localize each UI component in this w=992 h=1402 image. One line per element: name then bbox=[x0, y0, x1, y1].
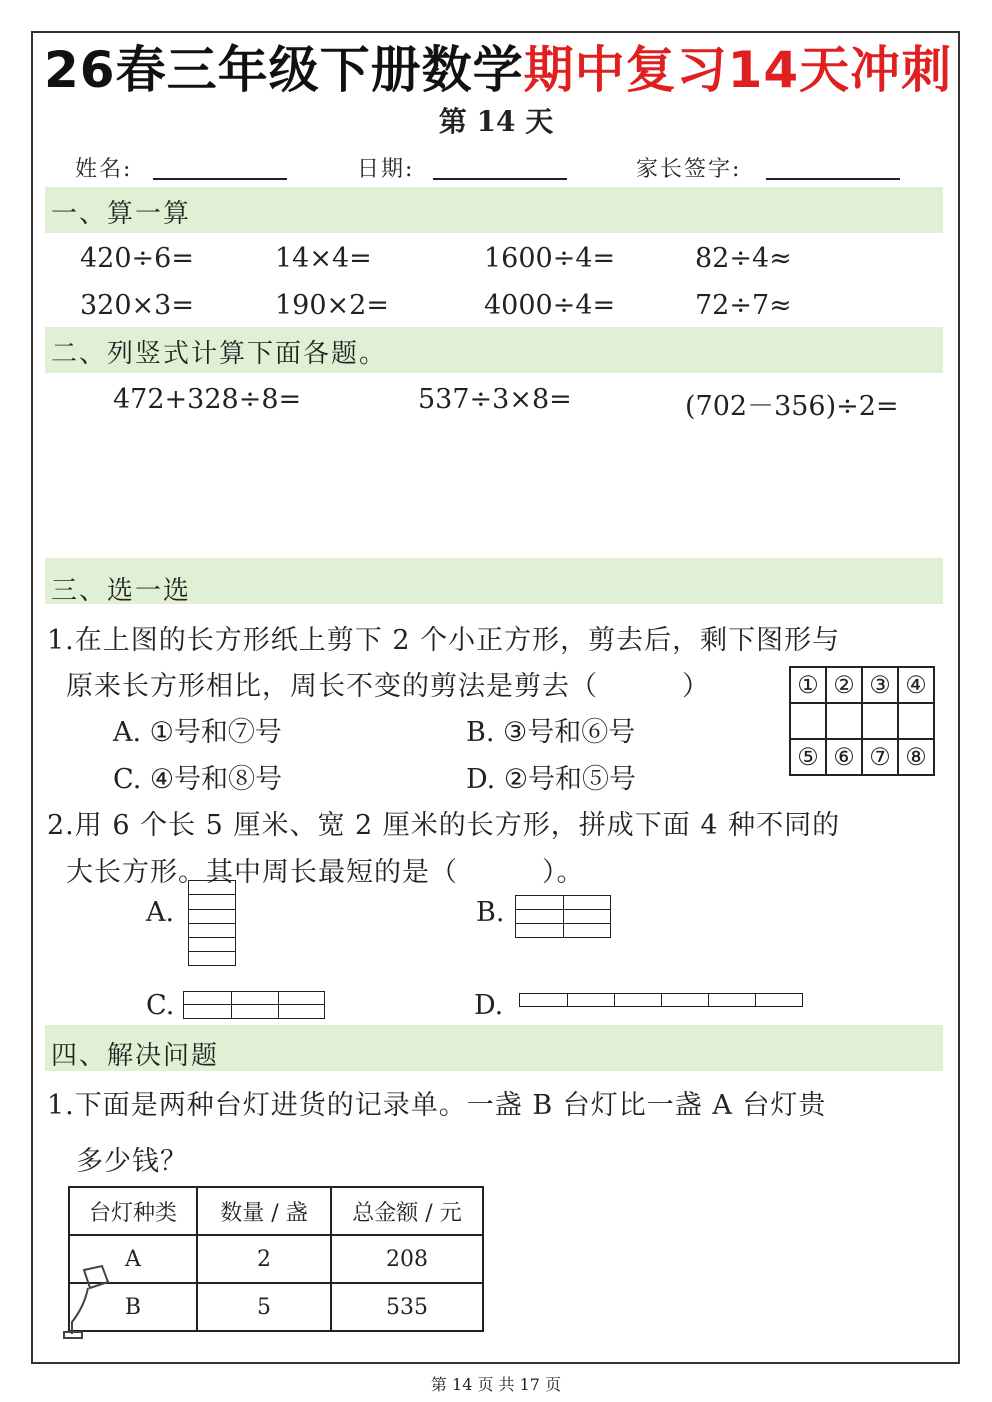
section-heading-band bbox=[45, 327, 943, 373]
option-b[interactable]: B. bbox=[476, 897, 505, 928]
table-cell: 535 bbox=[331, 1283, 483, 1331]
grid-cell: ⑥ bbox=[826, 739, 862, 775]
day-label: 第 14 天 bbox=[438, 105, 554, 138]
option-a[interactable]: A. bbox=[146, 897, 175, 928]
grid-cell bbox=[898, 703, 934, 739]
parent-signature-label: 家长签字: bbox=[636, 157, 742, 182]
section-heading-band bbox=[45, 558, 943, 604]
option-d[interactable]: D. ②号和⑤号 bbox=[466, 764, 637, 795]
table-header-cell: 台灯种类 bbox=[69, 1187, 197, 1235]
table-header-cell: 数量 / 盏 bbox=[197, 1187, 331, 1235]
question-text: 1.下面是两种台灯进货的记录单。一盏 B 台灯比一盏 A 台灯贵 bbox=[47, 1090, 827, 1121]
section-heading-band bbox=[45, 187, 943, 233]
title-highlight: 期中复习14天冲刺 bbox=[523, 41, 953, 99]
question-text: 原来长方形相比，周长不变的剪法是剪去（ ） bbox=[66, 671, 710, 702]
table-row bbox=[69, 1283, 483, 1331]
option-d[interactable]: D. bbox=[474, 990, 504, 1021]
title-main: 26春三年级下册数学 bbox=[44, 41, 524, 99]
section-3-heading: 三、选一选 bbox=[51, 576, 192, 606]
rectangle-figure-d bbox=[519, 993, 803, 1007]
name-blank[interactable] bbox=[153, 178, 287, 180]
section-4-heading: 四、解决问题 bbox=[51, 1041, 220, 1071]
section-1-heading: 一、算一算 bbox=[51, 199, 192, 229]
grid-cell bbox=[790, 703, 826, 739]
calc-item: 14×4= bbox=[275, 243, 372, 274]
question-text: 多少钱？ bbox=[76, 1146, 188, 1177]
grid-cell: ⑧ bbox=[898, 739, 934, 775]
grid-cell: ① bbox=[790, 667, 826, 703]
table-cell: 208 bbox=[331, 1235, 483, 1283]
table-cell: B bbox=[69, 1283, 197, 1331]
calc-item: 190×2= bbox=[275, 290, 389, 321]
grid-cell: ③ bbox=[862, 667, 898, 703]
calc-item: 72÷7≈ bbox=[695, 290, 792, 321]
page-footer: 第 14 页 共 17 页 bbox=[430, 1375, 562, 1394]
name-label: 姓名: bbox=[75, 157, 133, 182]
table-header-row bbox=[69, 1187, 483, 1235]
calc-item: 1600÷4= bbox=[484, 243, 616, 274]
parent-signature-blank[interactable] bbox=[766, 178, 900, 180]
grid-cell: ② bbox=[826, 667, 862, 703]
rectangle-figure-a bbox=[188, 880, 236, 966]
grid-cell: ④ bbox=[898, 667, 934, 703]
section-2-heading: 二、列竖式计算下面各题。 bbox=[51, 339, 388, 369]
date-blank[interactable] bbox=[433, 178, 567, 180]
table-header-cell: 总金额 / 元 bbox=[331, 1187, 483, 1235]
option-c[interactable]: C. ④号和⑧号 bbox=[113, 764, 283, 795]
lamp-purchase-table bbox=[68, 1186, 484, 1332]
table-cell: 2 bbox=[197, 1235, 331, 1283]
date-label: 日期: bbox=[357, 157, 415, 182]
grid-cell: ⑦ bbox=[862, 739, 898, 775]
option-c[interactable]: C. bbox=[146, 990, 175, 1021]
rectangle-figure-b bbox=[515, 895, 611, 938]
paper-grid-figure bbox=[789, 666, 935, 776]
question-text: 2.用 6 个长 5 厘米、宽 2 厘米的长方形，拼成下面 4 种不同的 bbox=[47, 810, 841, 841]
question-text: 1.在上图的长方形纸上剪下 2 个小正方形，剪去后，剩下图形与 bbox=[47, 625, 841, 656]
question-text: 大长方形。其中周长最短的是（ ）。 bbox=[66, 857, 585, 888]
grid-cell: ⑤ bbox=[790, 739, 826, 775]
calc-item: 4000÷4= bbox=[484, 290, 616, 321]
rectangle-figure-c bbox=[183, 991, 325, 1019]
vertical-calc-problem: 472+328÷8= bbox=[113, 384, 302, 415]
page-title bbox=[44, 30, 954, 100]
calc-item: 420÷6= bbox=[80, 243, 194, 274]
vertical-calc-problem: 537÷3×8= bbox=[418, 384, 572, 415]
grid-cell bbox=[862, 703, 898, 739]
calc-item: 82÷4≈ bbox=[695, 243, 792, 274]
table-row bbox=[69, 1235, 483, 1283]
table-cell: A bbox=[69, 1235, 197, 1283]
calc-item: 320×3= bbox=[80, 290, 194, 321]
grid-cell bbox=[826, 703, 862, 739]
desk-lamp-icon bbox=[62, 1262, 122, 1342]
vertical-calc-problem: (702－356)÷2= bbox=[685, 391, 899, 422]
table-cell: 5 bbox=[197, 1283, 331, 1331]
option-a[interactable]: A. ①号和⑦号 bbox=[113, 717, 282, 748]
option-b[interactable]: B. ③号和⑥号 bbox=[466, 717, 636, 748]
section-heading-band bbox=[45, 1025, 943, 1071]
